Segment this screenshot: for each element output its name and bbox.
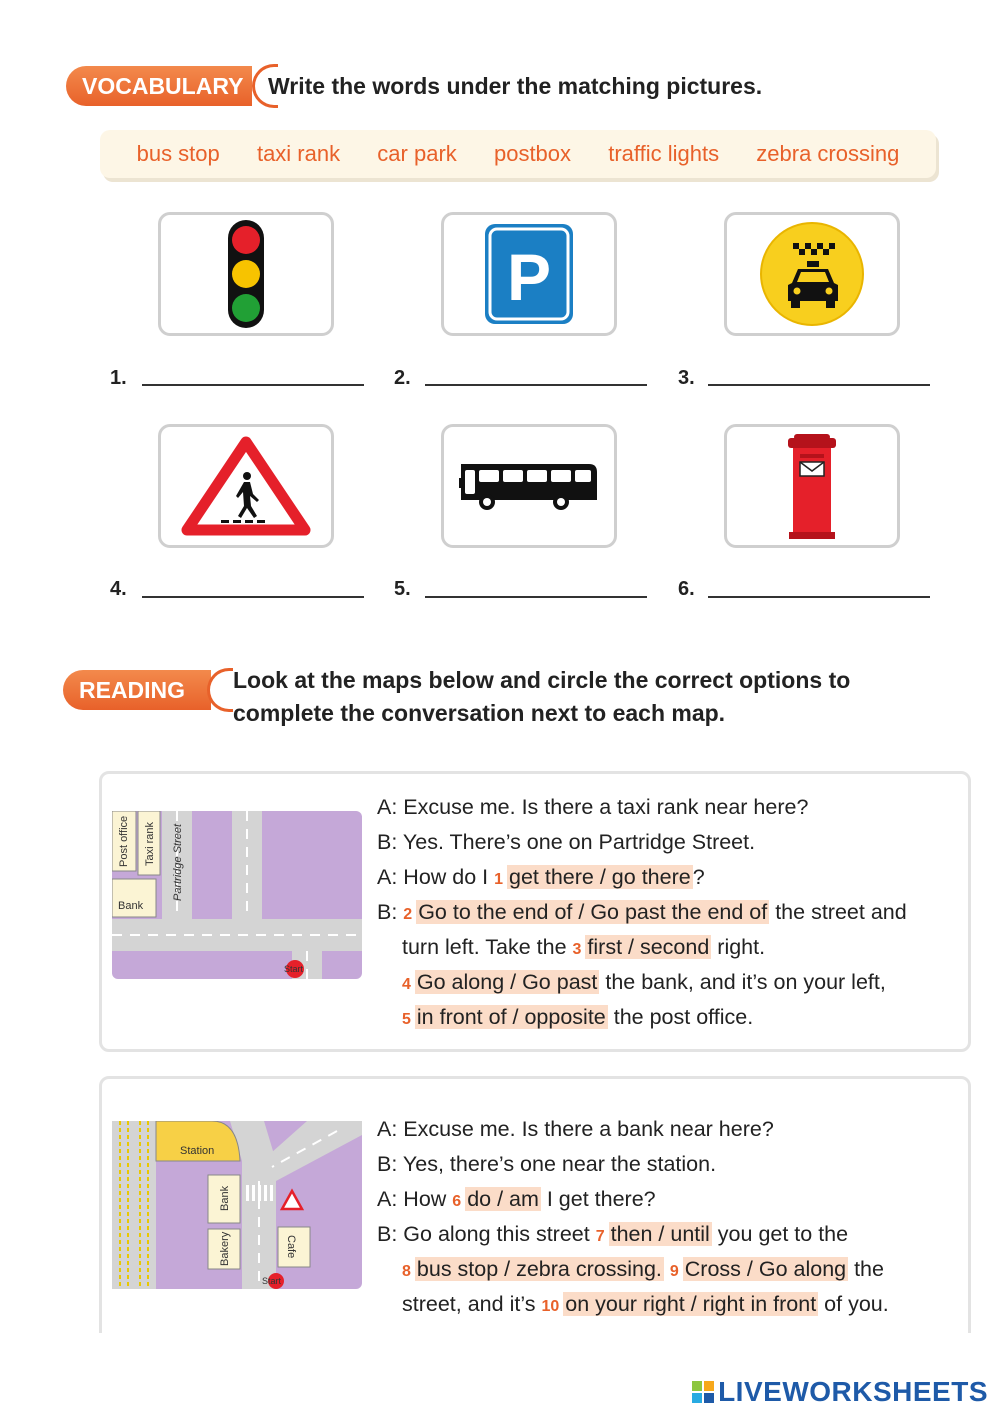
conv2-line: street, and it’s 10 on your right / right in front of you. [402, 1292, 889, 1316]
conv2-line: A: Excuse me. Is there a bank near here? [377, 1117, 774, 1141]
postbox-icon [786, 432, 838, 540]
conv1-line: B: Yes. There’s one on Partridge Street. [377, 830, 756, 854]
question-number: 7 [595, 1228, 605, 1245]
item-number-6: 6. [678, 578, 695, 600]
answer-line-1[interactable] [142, 384, 364, 386]
conv1-line: B: 2 Go to the end of / Go past the end of the street and [377, 900, 907, 924]
question-number: 4 [402, 976, 411, 993]
item-number-3: 3. [678, 367, 695, 389]
vocabulary-tab [66, 66, 252, 106]
question-number: 1 [494, 871, 504, 888]
answer-line-2[interactable] [425, 384, 647, 386]
parking-sign-icon [483, 222, 575, 326]
map2-label-bakery: Bakery [219, 1231, 231, 1266]
answer-options-4[interactable]: Go along / Go past [416, 970, 598, 994]
question-number: 2 [403, 906, 413, 923]
answer-line-3[interactable] [708, 384, 930, 386]
conv1-line: 5 in front of / opposite the post office. [402, 1005, 754, 1029]
answer-line-4[interactable] [142, 596, 364, 598]
conversation-1 [377, 790, 907, 1035]
conv2-line: B: Go along this street 7 then / until you get to the [377, 1222, 849, 1246]
item-number-2: 2. [394, 367, 411, 389]
liveworksheets-logo-icon [692, 1381, 714, 1403]
answer-options-8[interactable]: bus stop / zebra crossing. [416, 1257, 662, 1281]
conv1-line: A: Excuse me. Is there a taxi rank near here? [377, 795, 809, 819]
map1-label-post-office: Post office [118, 815, 130, 867]
reading-tab [63, 670, 211, 710]
picture-card-1 [158, 212, 334, 336]
map2-label-station: Station [180, 1145, 215, 1157]
reading-instruction-line-2: complete the conversation next to each map. [233, 700, 726, 726]
question-number: 8 [402, 1263, 411, 1280]
item-number-5: 5. [394, 578, 411, 600]
item-number-1: 1. [110, 367, 127, 389]
answer-options-5[interactable]: in front of / opposite [416, 1005, 606, 1029]
word-bank-item: zebra crossing [756, 141, 900, 166]
answer-options-1[interactable]: get there / go there [509, 865, 691, 889]
answer-options-6[interactable]: do / am [467, 1187, 539, 1211]
map2-label-bank: Bank [219, 1185, 231, 1211]
picture-card-3 [724, 212, 900, 336]
conv1-line: turn left. Take the 3 first / second right. [402, 935, 766, 959]
taxi-icon [759, 221, 865, 327]
answer-options-9[interactable]: Cross / Go along [684, 1257, 847, 1281]
map1-label-taxi-rank: Taxi rank [144, 821, 156, 866]
bus-icon [457, 460, 601, 512]
conv1-line: 4 Go along / Go past the bank, and it’s on your left, [402, 970, 886, 994]
answer-line-5[interactable] [425, 596, 647, 598]
conv1-line: A: How do I 1 get there / go there? [377, 865, 705, 889]
answer-options-3[interactable]: first / second [587, 935, 710, 959]
map-1 [112, 811, 362, 979]
picture-card-4 [158, 424, 334, 548]
map2-label-start: Start [262, 1276, 282, 1286]
map1-label-street: Partridge Street [172, 823, 184, 901]
pedestrian-crossing-sign-icon [181, 436, 311, 536]
word-bank [100, 130, 936, 178]
conv2-line: 8 bus stop / zebra crossing. 9 Cross / Go along the [402, 1257, 884, 1281]
answer-options-10[interactable]: on your right / right in front [565, 1292, 817, 1316]
brand-text: LIVEWORKSHEETS [718, 1376, 988, 1407]
reading-instruction [233, 664, 850, 730]
reading-instruction-line-1: Look at the maps below and circle the correct options to [233, 667, 851, 693]
traffic-lights-icon [226, 218, 266, 330]
liveworksheets-brand[interactable] [692, 1376, 988, 1408]
picture-card-2 [441, 212, 617, 336]
vocabulary-instruction: Write the words under the matching pictures. [268, 73, 763, 99]
reading-tab-label: READING [79, 677, 186, 703]
picture-card-6 [724, 424, 900, 548]
question-number: 3 [572, 941, 582, 958]
word-bank-item: car park [377, 141, 457, 166]
map-2 [112, 1121, 362, 1289]
question-number: 5 [402, 1011, 411, 1028]
question-number: 9 [669, 1263, 679, 1280]
picture-card-5 [441, 424, 617, 548]
vocabulary-tab-label: VOCABULARY [82, 73, 244, 99]
word-bank-item: postbox [493, 141, 572, 166]
question-number: 10 [541, 1298, 560, 1315]
page-cut [96, 1333, 976, 1373]
parking-sign-letter: P [506, 240, 552, 314]
conv2-line: A: How 6 do / am I get there? [377, 1187, 656, 1211]
conversation-2 [377, 1112, 889, 1322]
question-number: 6 [452, 1193, 462, 1210]
answer-line-6[interactable] [708, 596, 930, 598]
answer-options-7[interactable]: then / until [610, 1222, 710, 1246]
map1-label-start: Start [284, 964, 304, 974]
map2-label-cafe: Cafe [285, 1235, 297, 1259]
word-bank-item: traffic lights [608, 141, 720, 166]
conv2-line: B: Yes, there’s one near the station. [377, 1152, 717, 1176]
answer-options-2[interactable]: Go to the end of / Go past the end of [418, 900, 768, 924]
item-number-4: 4. [110, 578, 127, 600]
word-bank-item: taxi rank [256, 141, 341, 166]
map1-label-bank: Bank [118, 900, 144, 912]
word-bank-item: bus stop [136, 141, 220, 166]
